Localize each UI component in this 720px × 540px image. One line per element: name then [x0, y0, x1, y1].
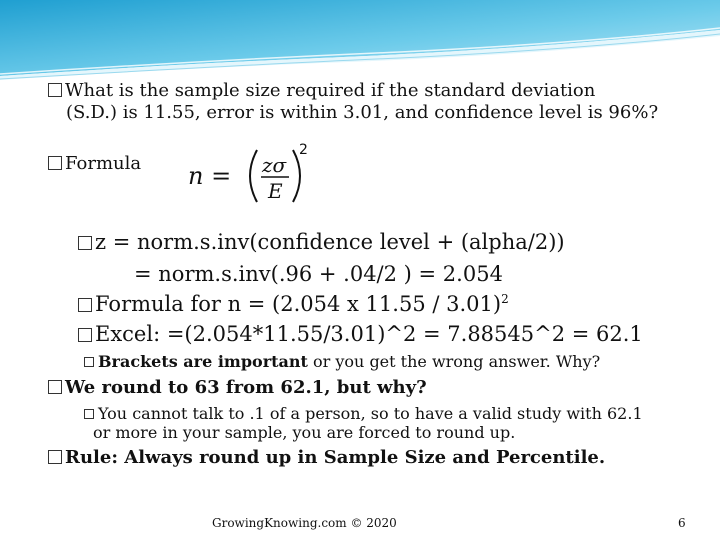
left-paren — [250, 150, 257, 202]
formula-denominator: E — [268, 179, 283, 203]
bullet-icon — [48, 380, 62, 394]
bullet-icon — [84, 357, 94, 367]
formula-numerator: zσ — [262, 153, 287, 177]
question-line-2 — [66, 102, 658, 123]
bullet-icon — [84, 409, 94, 419]
question-line-1 — [48, 80, 595, 101]
rule-text: Rule: Always round up in Sample Size and Percentile. — [65, 447, 606, 468]
bullet-icon — [78, 298, 92, 312]
brackets-note-line — [84, 352, 600, 371]
brackets-emphasis: Brackets are important — [98, 352, 308, 371]
bullet-icon — [48, 450, 62, 464]
rule-line — [48, 447, 605, 468]
bullet-icon — [78, 236, 92, 250]
bullet-icon — [48, 156, 62, 170]
z-definition: z = norm.s.inv(confidence level + (alpha/2)) — [95, 230, 565, 254]
tenth-person-line-1 — [84, 404, 643, 423]
formula-label-line — [48, 153, 141, 174]
round-question-line — [48, 377, 427, 398]
z-line-2 — [134, 262, 503, 286]
tenth-person-text-2: or more in your sample, you are forced to round up. — [93, 423, 516, 442]
z-line-1 — [78, 230, 565, 254]
excel-formula: Excel: =(2.054*11.55/3.01)^2 = 7.88545^2 = 62.1 — [95, 322, 643, 346]
formula-for-n-exponent: 2 — [501, 292, 509, 306]
tenth-person-line-2 — [93, 423, 515, 442]
header-wave-decoration — [0, 0, 720, 80]
excel-line — [78, 322, 643, 346]
bullet-icon — [48, 83, 62, 97]
formula-for-n-line — [78, 292, 509, 316]
round-question: We round to 63 from 62.1, but why? — [65, 377, 427, 398]
formula-for-n: Formula for n = (2.054 x 11.55 / 3.01) — [95, 292, 502, 316]
formula-exponent: 2 — [299, 142, 308, 158]
sample-size-formula — [185, 140, 315, 205]
z-calculation: = norm.s.inv(.96 + .04/2 ) = 2.054 — [134, 262, 503, 286]
formula-lhs: n = — [188, 162, 232, 190]
page-number: 6 — [678, 516, 686, 530]
brackets-rest: or you get the wrong answer. Why? — [307, 352, 601, 371]
question-text-1: What is the sample size required if the standard deviation — [65, 80, 596, 101]
question-text-2: (S.D.) is 11.55, error is within 3.01, and confidence level is 96%? — [66, 102, 659, 123]
bullet-icon — [78, 328, 92, 342]
formula-label: Formula — [65, 153, 142, 174]
tenth-person-text-1: You cannot talk to .1 of a person, so to have a valid study with 62.1 — [98, 404, 643, 423]
footer-source: GrowingKnowing.com © 2020 — [212, 516, 397, 530]
